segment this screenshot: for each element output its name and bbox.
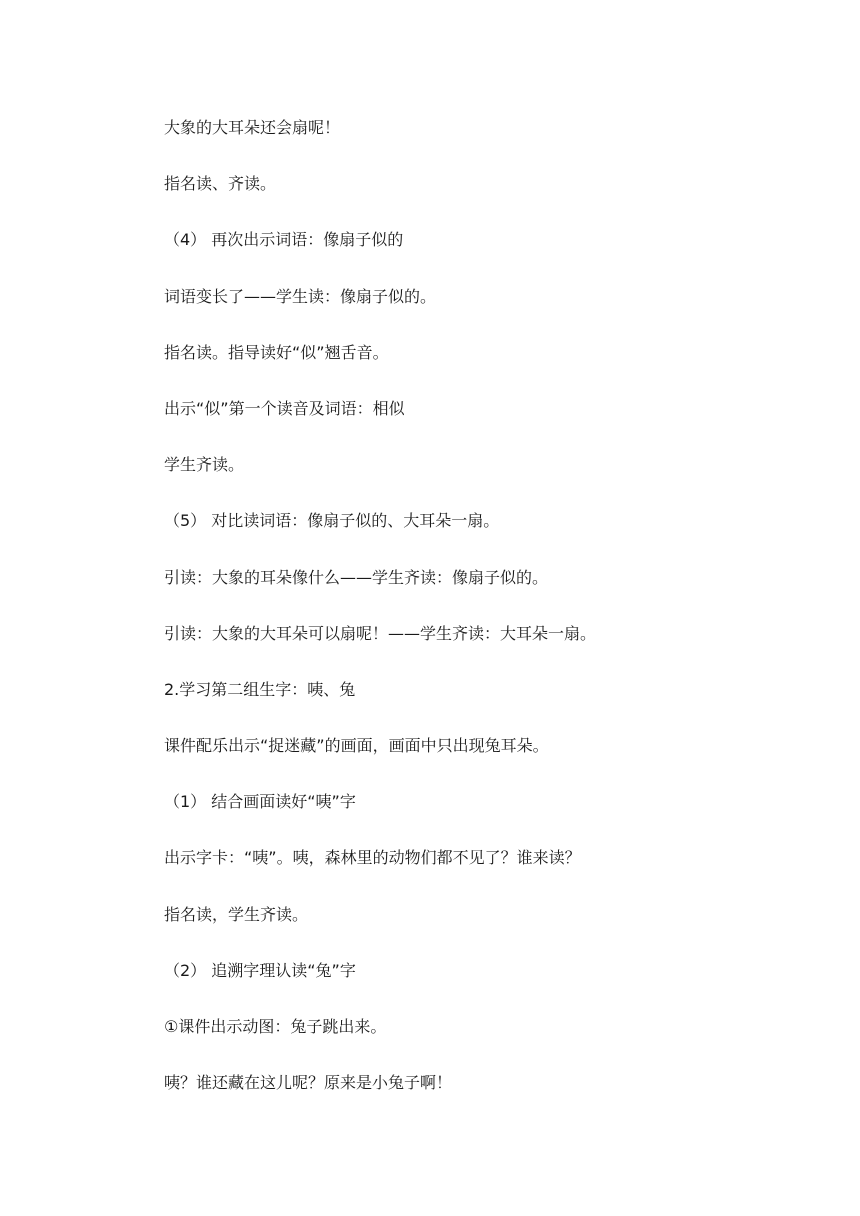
paragraph-text: 指名读。指导读好“似”翘舌音。 [164,342,389,362]
paragraph-text: 词语变长了——学生读：像扇子似的。 [164,286,437,306]
paragraph-text: 咦？谁还藏在这儿呢？原来是小兔子啊！ [164,1073,453,1093]
paragraph-text: 课件配乐出示“捉迷藏”的画面，画面中只出现兔耳朵。 [164,736,549,756]
document-body [164,112,804,1123]
paragraph-text: 学生齐读。 [164,455,245,475]
paragraph-text: （1） 结合画面读好“咦”字 [164,792,356,812]
paragraph-text: 指名读，学生齐读。 [164,904,309,924]
paragraph-text: 指名读、齐读。 [164,174,277,194]
paragraph-text: 出示“似”第一个读音及词语：相似 [164,398,405,418]
paragraph-text: （4） 再次出示词语：像扇子似的 [164,230,404,250]
paragraph-text: 出示字卡：“咦”。咦，森林里的动物们都不见了？谁来读？ [164,848,581,868]
paragraph-text: 引读：大象的大耳朵可以扇呢！——学生齐读：大耳朵一扇。 [164,623,597,643]
section-heading: 2.学习第二组生字：咦、兔 [164,679,356,699]
paragraph-text: （2） 追溯字理认读“兔”字 [164,960,356,980]
paragraph-text: 大象的大耳朵还会扇呢！ [164,118,341,137]
paragraph-text: （5） 对比读词语：像扇子似的、大耳朵一扇。 [164,511,500,531]
paragraph-text: ①课件出示动图：兔子跳出来。 [164,1017,387,1036]
paragraph-text: 引读：大象的耳朵像什么——学生齐读：像扇子似的。 [164,567,549,587]
